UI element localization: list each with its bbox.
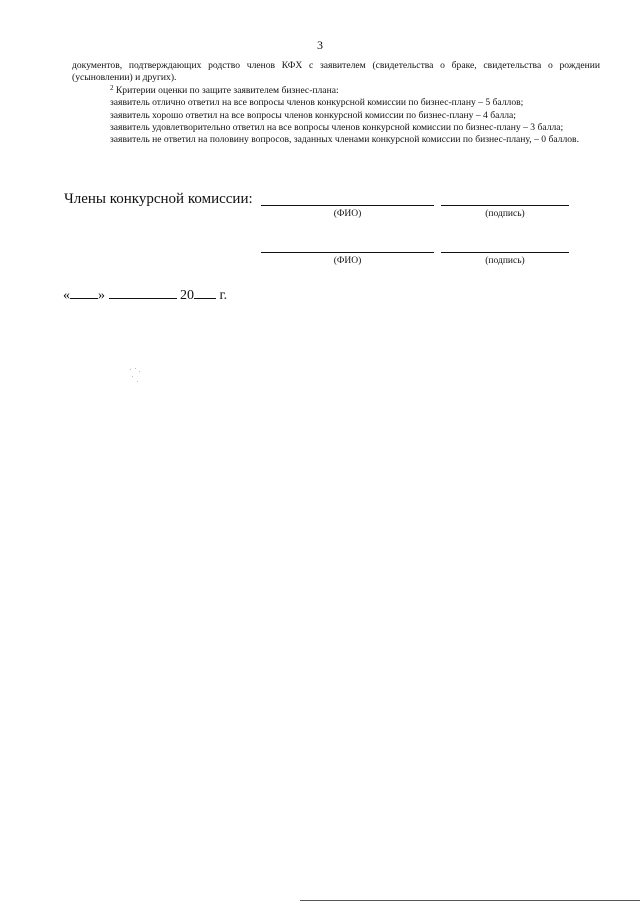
footnote-mark: 2: [110, 83, 114, 92]
year-blank: [194, 287, 216, 299]
criterion-item: заявитель отлично ответил на все вопросы членов конкурсной комиссии по бизнес-плану – 5 баллов;: [110, 97, 524, 109]
fio-line: [261, 205, 434, 206]
criterion-item: заявитель удовлетворительно ответил на все вопросы членов конкурсной комиссии по бизнес-плану – 3 балла;: [110, 122, 564, 134]
fio-line: [261, 252, 434, 253]
signature-line: [441, 205, 569, 206]
scan-bottom-edge: [300, 900, 640, 901]
date-open-quote: «: [63, 288, 70, 303]
signature-line: [441, 252, 569, 253]
month-blank: [109, 287, 177, 299]
fio-caption: (ФИО): [333, 256, 362, 266]
footnotes-block: [72, 60, 600, 147]
signature-caption: (подпись): [485, 209, 525, 219]
date-close-quote: »: [98, 288, 105, 303]
fio-caption: (ФИО): [333, 209, 362, 219]
commission-members-label: Члены конкурсной комиссии:: [64, 191, 253, 207]
year-suffix: г.: [216, 288, 228, 303]
date-line: [63, 287, 227, 304]
footnote-continuation: документов, подтверждающих родство членов КФХ с заявителем (свидетельства о браке, свидетельства о рождении (усыновлении) и других).: [72, 60, 600, 84]
signature-caption: (подпись): [485, 256, 525, 266]
page-number: 3: [317, 38, 323, 52]
scan-artifact: [128, 368, 144, 384]
criterion-item: заявитель хорошо ответил на все вопросы членов конкурсной комиссии по бизнес-плану – 4 балла;: [110, 109, 516, 121]
footnote-2-title: [72, 85, 600, 97]
day-blank: [70, 287, 98, 299]
year-prefix: 20: [180, 288, 194, 303]
footnote-title-text: Критерии оценки по защите заявителем бизнес-плана:: [113, 84, 339, 96]
criterion-item: заявитель не ответил на половину вопросов, заданных членами конкурсной комиссии по бизнес-плану, – 0 баллов.: [110, 134, 579, 146]
